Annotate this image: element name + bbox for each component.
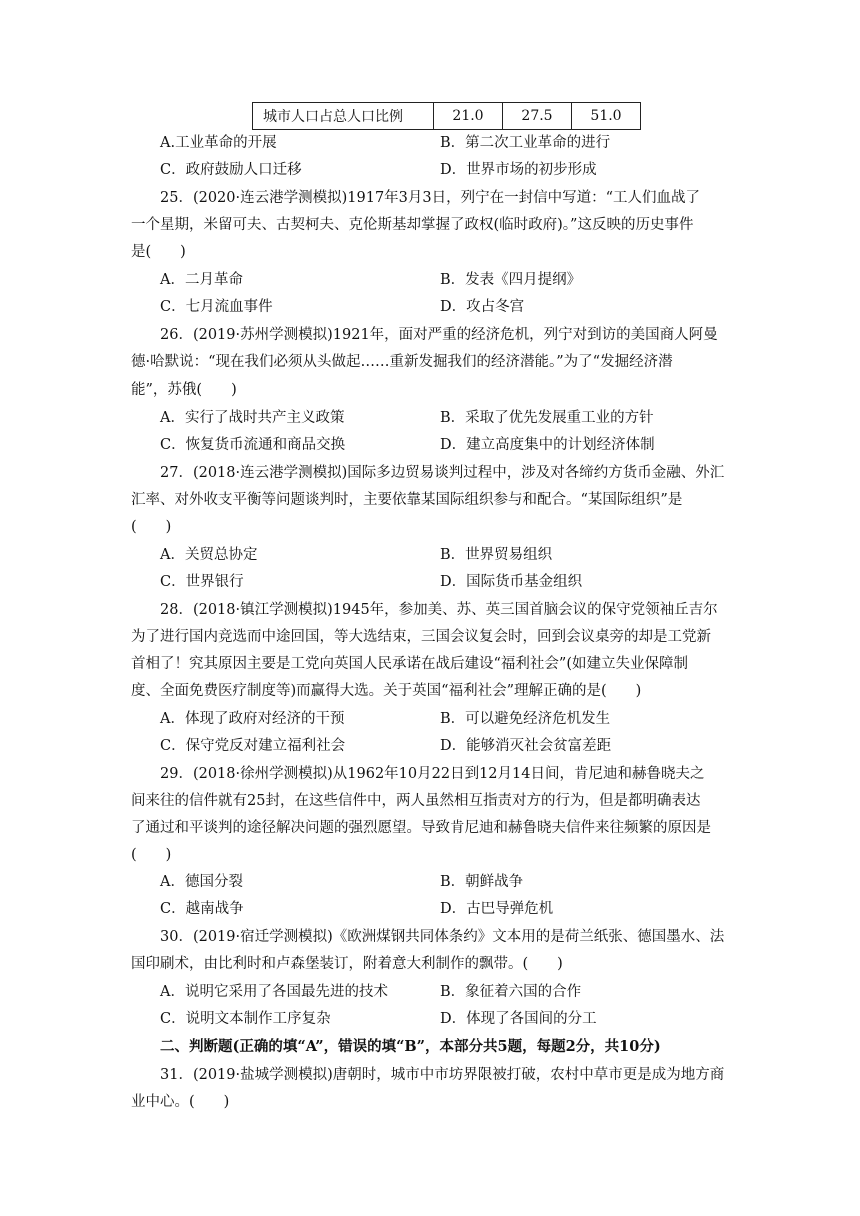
q25-option-a: A．二月革命 (160, 272, 243, 288)
q28-option-c: C．保守党反对建立福利社会 (160, 738, 346, 754)
q31-stem-line: 业中心。( ) (131, 1094, 230, 1110)
q27-option-c: C．世界银行 (160, 574, 244, 590)
q25-stem-line: 是( ) (131, 244, 186, 260)
q27-stem-line: 27．(2018·连云港学测模拟)国际多边贸易谈判过程中，涉及对各缔约方货币金融、外汇 (160, 465, 725, 481)
q29-option-c: C．越南战争 (160, 901, 244, 917)
q25-option-d: D．攻占冬宫 (440, 299, 525, 315)
q30-stem-line: 国印刷术，由比利时和卢森堡装订，附着意大利制作的飘带。( ) (131, 956, 563, 972)
q29-stem-line: 了通过和平谈判的途径解决问题的强烈愿望。导致肯尼迪和赫鲁晓夫信件来往频繁的原因是 (131, 820, 711, 836)
q29-stem-line: ( ) (131, 847, 172, 863)
q25-stem-line: 一个星期，米留可夫、古契柯夫、克伦斯基却掌握了政权(临时政府)。”这反映的历史事件 (131, 217, 694, 233)
q30-option-c: C．说明文本制作工序复杂 (160, 1011, 331, 1027)
q28-stem-line: 28．(2018·镇江学测模拟)1945年，参加美、苏、英三国首脑会议的保守党领袖丘吉尔 (160, 602, 718, 618)
section-heading: 二、判断题(正确的填“A”，错误的填“B”，本部分共5题，每题2分，共10分) (160, 1038, 661, 1055)
q26-option-d: D．建立高度集中的计划经济体制 (440, 437, 655, 453)
q26-option-c: C．恢复货币流通和商品交换 (160, 437, 346, 453)
q25-option-b: B．发表《四月提纲》 (440, 272, 582, 288)
q27-stem-line: ( ) (131, 519, 172, 535)
q28-option-b: B．可以避免经济危机发生 (440, 711, 611, 727)
q24-option-a: A.工业革命的开展 (160, 135, 277, 151)
q26-option-a: A．实行了战时共产主义政策 (160, 410, 345, 426)
q29-stem-line: 间来往的信件就有25封，在这些信件中，两人虽然相互指责对方的行为，但是都明确表达 (131, 793, 701, 809)
q25-stem-line: 25．(2020·连云港学测模拟)1917年3月3日，列宁在一封信中写道：“工人们血战了 (160, 190, 701, 206)
q26-stem-line: 德·哈默说：“现在我们必须从头做起……重新发掘我们的经济潜能。”为了“发掘经济潜 (131, 354, 673, 370)
q29-option-b: B．朝鲜战争 (440, 874, 524, 890)
q28-stem-line: 首相了！究其原因主要是工党向英国人民承诺在战后建设“福利社会”(如建立失业保障制 (131, 656, 688, 672)
q24-option-d: D．世界市场的初步形成 (440, 162, 597, 178)
q26-stem-line: 能”，苏俄( ) (131, 382, 237, 398)
q27-stem-line: 汇率、对外收支平衡等问题谈判时，主要依靠某国际组织参与和配合。“某国际组织”是 (131, 492, 683, 508)
q26-option-b: B．采取了优先发展重工业的方针 (440, 410, 654, 426)
q25-option-c: C．七月流血事件 (160, 299, 273, 315)
table-row (253, 103, 641, 130)
q24-option-b: B．第二次工业革命的进行 (440, 135, 611, 151)
q28-option-d: D．能够消灭社会贫富差距 (440, 738, 612, 754)
population-table (252, 102, 641, 130)
q31-stem-line: 31．(2019·盐城学测模拟)唐朝时，城市中市坊界限被打破，农村中草市更是成为地方商 (160, 1067, 725, 1083)
q28-stem-line: 度、全面免费医疗制度等)而赢得大选。关于英国“福利社会”理解正确的是( ) (131, 683, 642, 699)
q24-option-c: C．政府鼓励人口迁移 (160, 162, 302, 178)
q29-option-a: A．德国分裂 (160, 874, 243, 890)
q27-option-a: A．关贸总协定 (160, 547, 258, 563)
q26-stem-line: 26．(2019·苏州学测模拟)1921年，面对严重的经济危机，列宁对到访的美国商人阿曼 (160, 327, 718, 343)
q30-option-d: D．体现了各国间的分工 (440, 1011, 597, 1027)
q27-option-b: B．世界贸易组织 (440, 547, 553, 563)
table-cell: 27.5 (503, 103, 572, 130)
q30-stem-line: 30．(2019·宿迁学测模拟)《欧洲煤钢共同体条约》文本用的是荷兰纸张、德国墨水、法 (160, 929, 725, 945)
q29-stem-line: 29．(2018·徐州学测模拟)从1962年10月22日到12月14日间，肯尼迪和赫鲁晓夫之 (160, 766, 705, 782)
q28-stem-line: 为了进行国内竞选而中途回国，等大选结束，三国会议复会时，回到会议桌旁的却是工党新 (131, 629, 711, 645)
q27-option-d: D．国际货币基金组织 (440, 574, 583, 590)
table-cell: 21.0 (434, 103, 503, 130)
table-cell: 51.0 (572, 103, 641, 130)
q30-option-a: A．说明它采用了各国最先进的技术 (160, 984, 388, 1000)
table-row-label: 城市人口占总人口比例 (253, 103, 434, 130)
q28-option-a: A．体现了政府对经济的干预 (160, 711, 345, 727)
q29-option-d: D．古巴导弹危机 (440, 901, 554, 917)
q30-option-b: B．象征着六国的合作 (440, 984, 582, 1000)
